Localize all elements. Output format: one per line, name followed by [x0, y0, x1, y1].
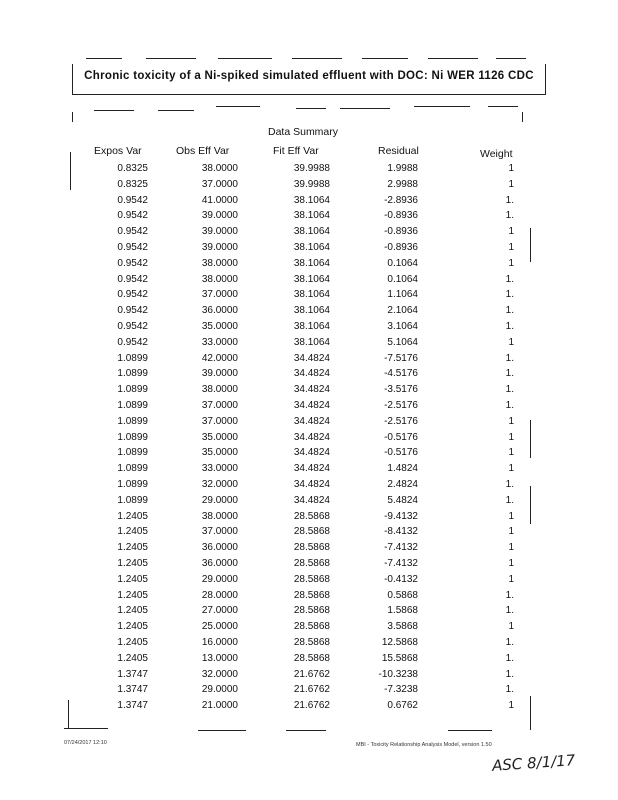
cell-fit-eff-var: 34.4824 [293, 447, 330, 459]
cell-obs-eff-var: 42.0000 [201, 352, 238, 364]
cell-weight: 1. [505, 320, 514, 332]
tick-line [72, 112, 73, 122]
cell-obs-eff-var: 27.0000 [201, 605, 238, 617]
cell-residual: -0.8936 [384, 241, 418, 253]
cell-residual: 2.4824 [387, 478, 418, 490]
cell-residual: -7.4132 [384, 557, 418, 569]
cell-obs-eff-var: 32.0000 [201, 668, 238, 680]
cell-obs-eff-var: 32.0000 [201, 478, 238, 490]
dash-line [428, 58, 478, 59]
table-row [0, 479, 618, 495]
cell-residual: -7.3238 [384, 684, 418, 696]
table-row [0, 432, 618, 448]
dash-line [340, 108, 390, 109]
cell-residual: 0.5868 [387, 589, 418, 601]
cell-obs-eff-var: 39.0000 [201, 241, 238, 253]
data-table [0, 163, 618, 716]
cell-obs-eff-var: 35.0000 [201, 320, 238, 332]
cell-weight: 1. [505, 368, 514, 380]
cell-expos-var: 1.2405 [117, 510, 148, 522]
cell-expos-var: 1.2405 [117, 621, 148, 633]
cell-weight: 1 [508, 542, 514, 554]
cell-fit-eff-var: 28.5868 [293, 542, 330, 554]
title-box [72, 64, 546, 95]
table-row [0, 337, 618, 353]
cell-expos-var: 0.9542 [117, 320, 148, 332]
cell-weight: 1 [508, 557, 514, 569]
footer-timestamp: 07/24/2017 12:10 [64, 740, 107, 746]
cell-weight: 1 [508, 510, 514, 522]
cell-fit-eff-var: 34.4824 [293, 384, 330, 396]
cell-expos-var: 1.2405 [117, 652, 148, 664]
cell-expos-var: 1.2405 [117, 526, 148, 538]
cell-residual: 1.9988 [387, 163, 418, 174]
cell-weight: 1 [508, 700, 514, 712]
cell-weight: 1 [508, 526, 514, 538]
section-title: Data Summary [268, 126, 339, 138]
cell-residual: -10.3238 [378, 668, 418, 680]
cell-fit-eff-var: 28.5868 [293, 652, 330, 664]
cell-residual: 15.5868 [381, 652, 418, 664]
cell-weight: 1 [508, 241, 514, 253]
table-row [0, 653, 618, 669]
cell-weight: 1 [508, 447, 514, 459]
cell-obs-eff-var: 37.0000 [201, 289, 238, 301]
dash-line [286, 730, 326, 731]
cell-residual: 2.1064 [387, 305, 418, 317]
table-row [0, 400, 618, 416]
cell-expos-var: 1.0899 [117, 368, 148, 380]
cell-obs-eff-var: 29.0000 [201, 684, 238, 696]
cell-residual: -0.8936 [384, 226, 418, 238]
cell-fit-eff-var: 28.5868 [293, 621, 330, 633]
cell-fit-eff-var: 39.9988 [293, 163, 330, 174]
cell-weight: 1. [505, 289, 514, 301]
cell-weight: 1. [505, 652, 514, 664]
cell-weight: 1. [505, 636, 514, 648]
dash-line [198, 730, 246, 731]
cell-fit-eff-var: 38.1064 [293, 320, 330, 332]
cell-obs-eff-var: 28.0000 [201, 589, 238, 601]
cell-weight: 1. [505, 589, 514, 601]
cell-expos-var: 1.2405 [117, 636, 148, 648]
table-row [0, 242, 618, 258]
table-row [0, 526, 618, 542]
cell-weight: 1. [505, 210, 514, 222]
cell-residual: 0.6762 [387, 700, 418, 712]
cell-weight: 1 [508, 573, 514, 585]
cell-expos-var: 1.0899 [117, 431, 148, 443]
cell-residual: 3.5868 [387, 621, 418, 633]
cell-expos-var: 0.9542 [117, 210, 148, 222]
table-row [0, 384, 618, 400]
cell-obs-eff-var: 39.0000 [201, 226, 238, 238]
cell-obs-eff-var: 33.0000 [201, 336, 238, 348]
dash-line [296, 108, 326, 109]
cell-weight: 1. [505, 684, 514, 696]
cell-expos-var: 1.0899 [117, 478, 148, 490]
dash-line [218, 58, 272, 59]
cell-residual: 0.1064 [387, 273, 418, 285]
cell-fit-eff-var: 28.5868 [293, 573, 330, 585]
cell-weight: 1 [508, 178, 514, 190]
cell-obs-eff-var: 38.0000 [201, 163, 238, 174]
cell-obs-eff-var: 33.0000 [201, 463, 238, 475]
table-row [0, 321, 618, 337]
cell-residual: 1.1064 [387, 289, 418, 301]
cell-residual: 0.1064 [387, 257, 418, 269]
cell-obs-eff-var: 38.0000 [201, 384, 238, 396]
cell-obs-eff-var: 25.0000 [201, 621, 238, 633]
table-row [0, 669, 618, 685]
table-row [0, 542, 618, 558]
handwritten-signature: ASC 8/1/17 [491, 751, 576, 775]
table-row [0, 684, 618, 700]
cell-obs-eff-var: 35.0000 [201, 447, 238, 459]
cell-fit-eff-var: 38.1064 [293, 336, 330, 348]
cell-expos-var: 0.9542 [117, 257, 148, 269]
cell-expos-var: 1.3747 [117, 668, 148, 680]
cell-expos-var: 1.2405 [117, 589, 148, 601]
cell-expos-var: 1.0899 [117, 399, 148, 411]
table-row [0, 195, 618, 211]
cell-fit-eff-var: 34.4824 [293, 399, 330, 411]
cell-fit-eff-var: 38.1064 [293, 273, 330, 285]
cell-fit-eff-var: 34.4824 [293, 431, 330, 443]
cell-weight: 1 [508, 226, 514, 238]
table-row [0, 289, 618, 305]
table-row [0, 621, 618, 637]
cell-expos-var: 0.9542 [117, 305, 148, 317]
cell-fit-eff-var: 28.5868 [293, 510, 330, 522]
table-row [0, 558, 618, 574]
cell-weight: 1. [505, 668, 514, 680]
cell-obs-eff-var: 37.0000 [201, 399, 238, 411]
cell-residual: 12.5868 [381, 636, 418, 648]
cell-obs-eff-var: 36.0000 [201, 542, 238, 554]
dash-line [146, 58, 196, 59]
cell-residual: -9.4132 [384, 510, 418, 522]
cell-obs-eff-var: 36.0000 [201, 305, 238, 317]
table-row [0, 495, 618, 511]
cell-fit-eff-var: 28.5868 [293, 636, 330, 648]
cell-expos-var: 1.2405 [117, 542, 148, 554]
cell-expos-var: 0.9542 [117, 194, 148, 206]
cell-expos-var: 1.2405 [117, 605, 148, 617]
cell-expos-var: 1.0899 [117, 494, 148, 506]
cell-obs-eff-var: 13.0000 [201, 652, 238, 664]
table-row [0, 590, 618, 606]
cell-weight: 1. [505, 384, 514, 396]
dash-line [448, 730, 492, 731]
cell-residual: -7.5176 [384, 352, 418, 364]
cell-obs-eff-var: 16.0000 [201, 636, 238, 648]
cell-fit-eff-var: 34.4824 [293, 463, 330, 475]
cell-obs-eff-var: 38.0000 [201, 510, 238, 522]
cell-fit-eff-var: 28.5868 [293, 526, 330, 538]
cell-expos-var: 0.9542 [117, 289, 148, 301]
cell-residual: -2.5176 [384, 415, 418, 427]
cell-fit-eff-var: 38.1064 [293, 194, 330, 206]
table-row [0, 258, 618, 274]
cell-expos-var: 1.0899 [117, 352, 148, 364]
cell-expos-var: 0.8325 [117, 178, 148, 190]
cell-residual: 2.9988 [387, 178, 418, 190]
cell-residual: 5.4824 [387, 494, 418, 506]
table-row [0, 353, 618, 369]
cell-fit-eff-var: 21.6762 [293, 684, 330, 696]
table-row [0, 605, 618, 621]
cell-fit-eff-var: 34.4824 [293, 368, 330, 380]
cell-residual: -0.5176 [384, 431, 418, 443]
dash-line [86, 58, 122, 59]
cell-obs-eff-var: 38.0000 [201, 257, 238, 269]
cell-expos-var: 1.3747 [117, 684, 148, 696]
table-row [0, 226, 618, 242]
cell-obs-eff-var: 39.0000 [201, 210, 238, 222]
dash-line [496, 58, 526, 59]
cell-fit-eff-var: 28.5868 [293, 589, 330, 601]
cell-weight: 1. [505, 273, 514, 285]
table-row [0, 416, 618, 432]
cell-weight: 1. [505, 194, 514, 206]
cell-fit-eff-var: 34.4824 [293, 352, 330, 364]
cell-obs-eff-var: 39.0000 [201, 368, 238, 380]
cell-expos-var: 0.9542 [117, 241, 148, 253]
cell-fit-eff-var: 38.1064 [293, 305, 330, 317]
dash-line [362, 58, 408, 59]
cell-fit-eff-var: 34.4824 [293, 415, 330, 427]
dash-line [414, 106, 470, 107]
cell-expos-var: 1.0899 [117, 384, 148, 396]
report-title: Chronic toxicity of a Ni-spiked simulated effluent with DOC: Ni WER 1126 CDC [84, 70, 534, 82]
cell-expos-var: 1.3747 [117, 700, 148, 712]
cell-fit-eff-var: 34.4824 [293, 478, 330, 490]
cell-weight: 1. [505, 494, 514, 506]
column-header-fit-eff-var: Fit Eff Var [273, 145, 319, 157]
cell-weight: 1 [508, 621, 514, 633]
cell-fit-eff-var: 38.1064 [293, 257, 330, 269]
cell-fit-eff-var: 38.1064 [293, 241, 330, 253]
cell-fit-eff-var: 28.5868 [293, 557, 330, 569]
table-row [0, 574, 618, 590]
table-row [0, 274, 618, 290]
cell-fit-eff-var: 38.1064 [293, 210, 330, 222]
cell-expos-var: 1.2405 [117, 573, 148, 585]
cell-obs-eff-var: 21.0000 [201, 700, 238, 712]
cell-weight: 1. [505, 352, 514, 364]
table-row [0, 210, 618, 226]
cell-expos-var: 0.9542 [117, 273, 148, 285]
cell-residual: -4.5176 [384, 368, 418, 380]
column-header-obs-eff-var: Obs Eff Var [176, 145, 230, 157]
cell-fit-eff-var: 34.4824 [293, 494, 330, 506]
column-header-residual: Residual [378, 145, 419, 157]
cell-obs-eff-var: 29.0000 [201, 494, 238, 506]
cell-weight: 1 [508, 463, 514, 475]
cell-expos-var: 1.0899 [117, 415, 148, 427]
column-header-weight: Weight [480, 148, 513, 160]
cell-obs-eff-var: 36.0000 [201, 557, 238, 569]
cell-residual: 3.1064 [387, 320, 418, 332]
cell-fit-eff-var: 28.5868 [293, 605, 330, 617]
cell-obs-eff-var: 35.0000 [201, 431, 238, 443]
cell-weight: 1 [508, 415, 514, 427]
column-header-expos-var: Expos Var [94, 145, 142, 157]
cell-residual: -0.8936 [384, 210, 418, 222]
cell-obs-eff-var: 37.0000 [201, 526, 238, 538]
cell-obs-eff-var: 41.0000 [201, 194, 238, 206]
cell-residual: -0.5176 [384, 447, 418, 459]
table-row [0, 179, 618, 195]
cell-expos-var: 1.0899 [117, 463, 148, 475]
table-row [0, 700, 618, 716]
cell-weight: 1 [508, 163, 514, 174]
table-row [0, 511, 618, 527]
table-row [0, 637, 618, 653]
cell-residual: 5.1064 [387, 336, 418, 348]
cell-expos-var: 0.9542 [117, 226, 148, 238]
cell-obs-eff-var: 37.0000 [201, 178, 238, 190]
cell-residual: -2.5176 [384, 399, 418, 411]
dash-line [64, 728, 108, 729]
cell-weight: 1 [508, 257, 514, 269]
cell-residual: -2.8936 [384, 194, 418, 206]
tick-line [522, 112, 523, 122]
cell-residual: -7.4132 [384, 542, 418, 554]
cell-fit-eff-var: 38.1064 [293, 289, 330, 301]
dash-line [158, 110, 194, 111]
cell-weight: 1 [508, 431, 514, 443]
cell-residual: 1.5868 [387, 605, 418, 617]
dash-line [94, 110, 134, 111]
table-row [0, 368, 618, 384]
cell-fit-eff-var: 39.9988 [293, 178, 330, 190]
cell-obs-eff-var: 38.0000 [201, 273, 238, 285]
dash-line [216, 106, 260, 107]
cell-weight: 1 [508, 336, 514, 348]
table-row [0, 447, 618, 463]
cell-residual: -0.4132 [384, 573, 418, 585]
table-row [0, 163, 618, 179]
dash-line [292, 58, 342, 59]
cell-obs-eff-var: 37.0000 [201, 415, 238, 427]
cell-residual: -3.5176 [384, 384, 418, 396]
cell-residual: -8.4132 [384, 526, 418, 538]
cell-weight: 1. [505, 305, 514, 317]
cell-expos-var: 0.9542 [117, 336, 148, 348]
table-row [0, 463, 618, 479]
cell-fit-eff-var: 21.6762 [293, 668, 330, 680]
dash-line [488, 106, 518, 107]
cell-fit-eff-var: 38.1064 [293, 226, 330, 238]
cell-expos-var: 0.8325 [117, 163, 148, 174]
cell-weight: 1. [505, 399, 514, 411]
cell-obs-eff-var: 29.0000 [201, 573, 238, 585]
cell-residual: 1.4824 [387, 463, 418, 475]
cell-fit-eff-var: 21.6762 [293, 700, 330, 712]
table-row [0, 305, 618, 321]
cell-weight: 1. [505, 605, 514, 617]
cell-expos-var: 1.0899 [117, 447, 148, 459]
footer-model-version: MBI - Toxicity Relationship Analysis Model, version 1.50 [356, 742, 492, 748]
cell-expos-var: 1.2405 [117, 557, 148, 569]
cell-weight: 1. [505, 478, 514, 490]
